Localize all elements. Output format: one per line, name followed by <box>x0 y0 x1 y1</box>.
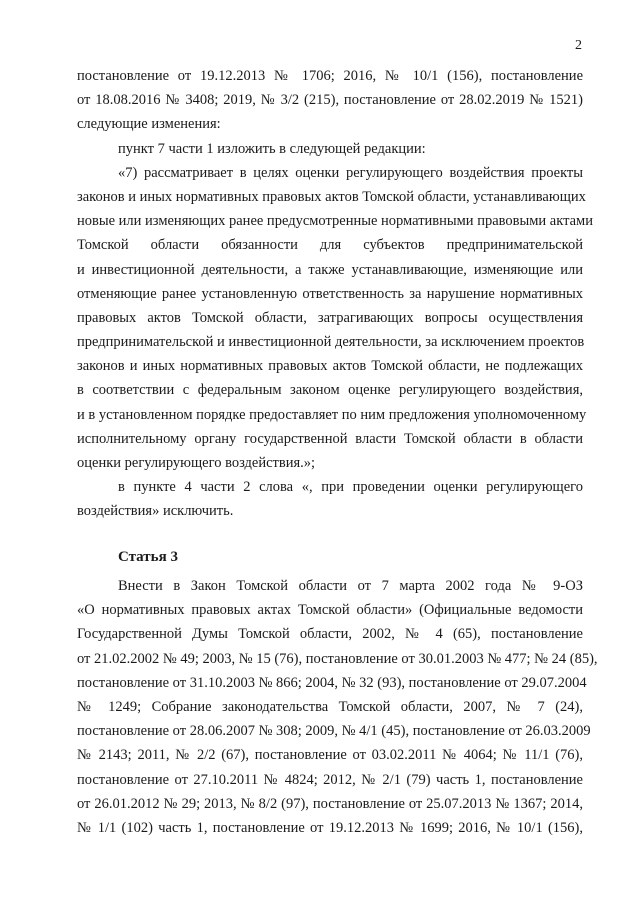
text-line: № 1/1 (102) часть 1, постановление от 19.12.2013 № 1699; 2016, № 10/1 (156), <box>77 819 583 836</box>
text-line: № 1249; Собрание законодательства Томской области, 2007, № 7 (24), <box>77 698 583 715</box>
article-text-block <box>77 574 598 840</box>
text-line: «О нормативных правовых актах Томской области» (Официальные ведомости <box>77 602 583 619</box>
text-line: постановление от 28.06.2007 № 308; 2009, № 4/1 (45), постановление от 26.03.2009 <box>77 723 591 740</box>
text-line: № 2143; 2011, № 2/2 (67), постановление от 03.02.2011 № 4064; № 11/1 (76), <box>77 747 583 764</box>
text-line: и инвестиционной деятельности, а также устанавливающие, изменяющие или <box>77 261 583 278</box>
text-line: в соответствии с федеральным законом оценке регулирующего воздействия, <box>77 382 583 399</box>
page-number: 2 <box>575 38 582 53</box>
amendment-text-block <box>77 64 593 524</box>
text-line: законов и иных нормативных правовых актов Томской области, устанавливающих <box>77 188 586 205</box>
text-line: постановление от 31.10.2003 № 866; 2004, № 32 (93), постановление от 29.07.2004 <box>77 674 587 691</box>
text-line: от 21.02.2002 № 49; 2003, № 15 (76), постановление от 30.01.2003 № 477; № 24 (85), <box>77 650 598 667</box>
text-line: постановление от 27.10.2011 № 4824; 2012, № 2/1 (79) часть 1, постановление <box>77 771 583 788</box>
text-line: отменяющие ранее установленную ответственность за нарушение нормативных <box>77 285 583 302</box>
text-line: «7) рассматривает в целях оценки регулирующего воздействия проекты <box>118 164 583 181</box>
text-line: воздействия» исключить. <box>77 503 234 520</box>
text-line: от 26.01.2012 № 29; 2013, № 8/2 (97), постановление от 25.07.2013 № 1367; 2014, <box>77 795 583 812</box>
text-line: Томской области обязанности для субъектов предпринимательской <box>77 237 583 254</box>
text-line: правовых актов Томской области, затрагивающих вопросы осуществления <box>77 309 583 326</box>
article-heading: Статья 3 <box>118 549 178 565</box>
text-line: и в установленном порядке предоставляет по ним предложения уполномоченному <box>77 406 587 423</box>
text-line: в пункте 4 части 2 слова «, при проведении оценки регулирующего <box>118 479 583 496</box>
text-line: Государственной Думы Томской области, 2002, № 4 (65), постановление <box>77 626 583 643</box>
text-line: от 18.08.2016 № 3408; 2019, № 3/2 (215), постановление от 28.02.2019 № 1521) <box>77 92 583 109</box>
text-line: новые или изменяющих ранее предусмотренные нормативными правовыми актами <box>77 213 593 230</box>
text-line: законов и иных нормативных правовых актов Томской области, не подлежащих <box>77 358 583 375</box>
text-line: следующие изменения: <box>77 116 221 133</box>
text-line: оценки регулирующего воздействия.»; <box>77 455 316 471</box>
text-line: предпринимательской и инвестиционной деятельности, за исключением проектов <box>77 334 585 351</box>
text-line: исполнительному органу государственной власти Томской области в области <box>77 430 583 447</box>
text-line: Внести в Закон Томской области от 7 марта 2002 года № 9-ОЗ <box>118 578 583 594</box>
text-line: пункт 7 части 1 изложить в следующей редакции: <box>118 140 426 157</box>
text-line: постановление от 19.12.2013 № 1706; 2016, № 10/1 (156), постановление <box>77 68 583 84</box>
